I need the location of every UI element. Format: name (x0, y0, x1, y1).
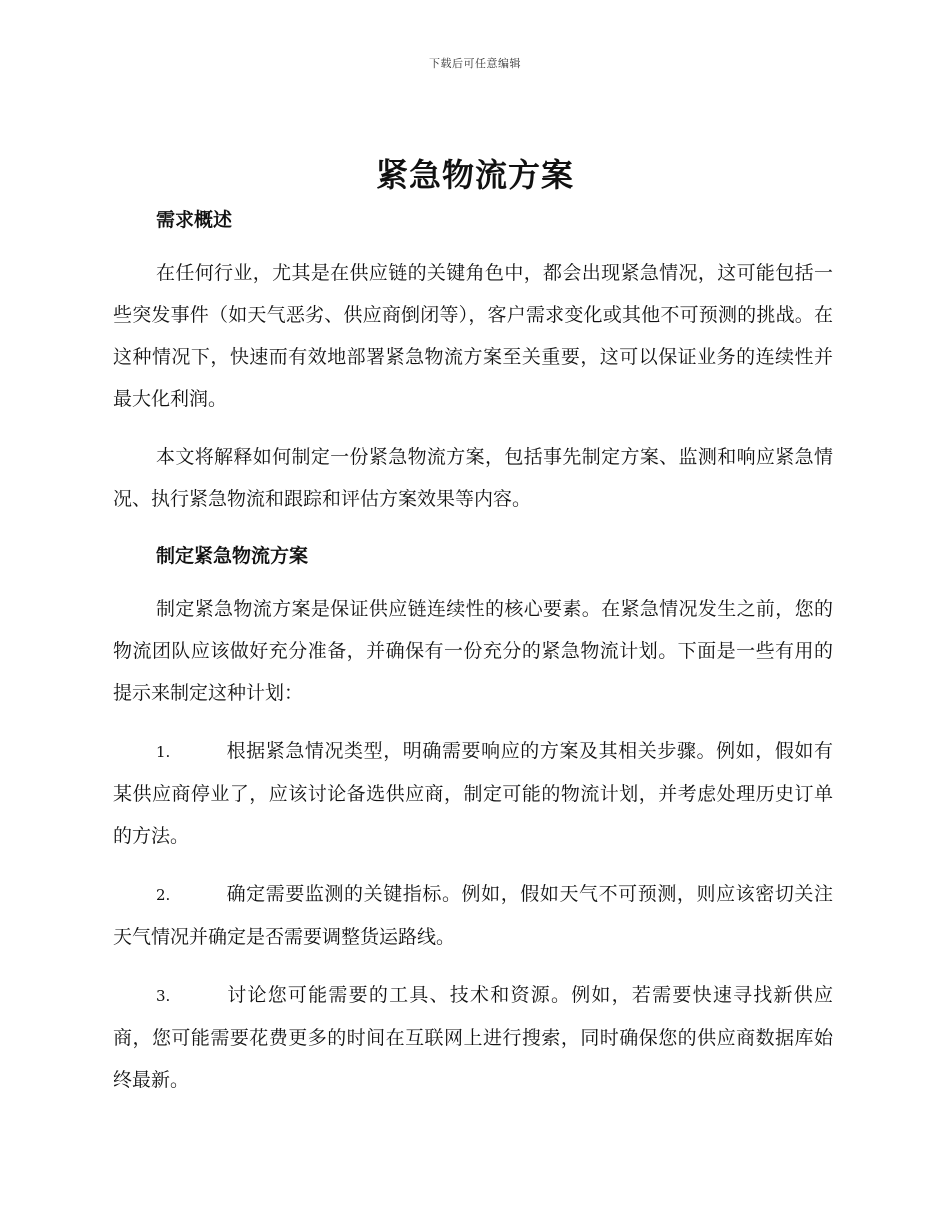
paragraph: 本文将解释如何制定一份紧急物流方案，包括事先制定方案、监测和响应紧急情况、执行紧急物流和跟踪和评估方案效果等内容。 (113, 446, 833, 510)
document-body (113, 200, 833, 1101)
paragraph: 制定紧急物流方案是保证供应链连续性的核心要素。在紧急情况发生之前，您的物流团队应该做好充分准备，并确保有一份充分的紧急物流计划。下面是一些有用的提示来制定这种计划： (113, 598, 833, 704)
document-title: 紧急物流方案 (375, 156, 574, 194)
list-item-text: 确定需要监测的关键指标。例如，假如天气不可预测，则应该密切关注天气情况并确定是否需要调整货运路线。 (113, 883, 833, 948)
header-note: 下载后可任意编辑 (429, 57, 521, 70)
list-item-text: 讨论您可能需要的工具、技术和资源。例如，若需要快速寻找新供应商，您可能需要花费更多的时间在互联网上进行搜索，同时确保您的供应商数据库始终最新。 (113, 984, 833, 1091)
list-item (113, 730, 833, 857)
section-heading-plan: 制定紧急物流方案 (156, 545, 309, 567)
list-item-text: 根据紧急情况类型，明确需要响应的方案及其相关步骤。例如，假如有某供应商停业了，应该讨论备选供应商，制定可能的物流计划，并考虑处理历史订单的方法。 (113, 740, 833, 847)
list-item (113, 974, 833, 1101)
list-number: 2. (156, 886, 171, 904)
section-heading-overview: 需求概述 (156, 209, 233, 231)
list-number: 3. (156, 987, 171, 1005)
paragraph: 在任何行业，尤其是在供应链的关键角色中，都会出现紧急情况，这可能包括一些突发事件（如天气恶劣、供应商倒闭等），客户需求变化或其他不可预测的挑战。在这种情况下，快速而有效地部署紧急物流方案至关重要，这可以保证业务的连续性并最大化利润。 (113, 262, 833, 410)
list-number: 1. (156, 743, 171, 761)
list-item (113, 873, 833, 958)
